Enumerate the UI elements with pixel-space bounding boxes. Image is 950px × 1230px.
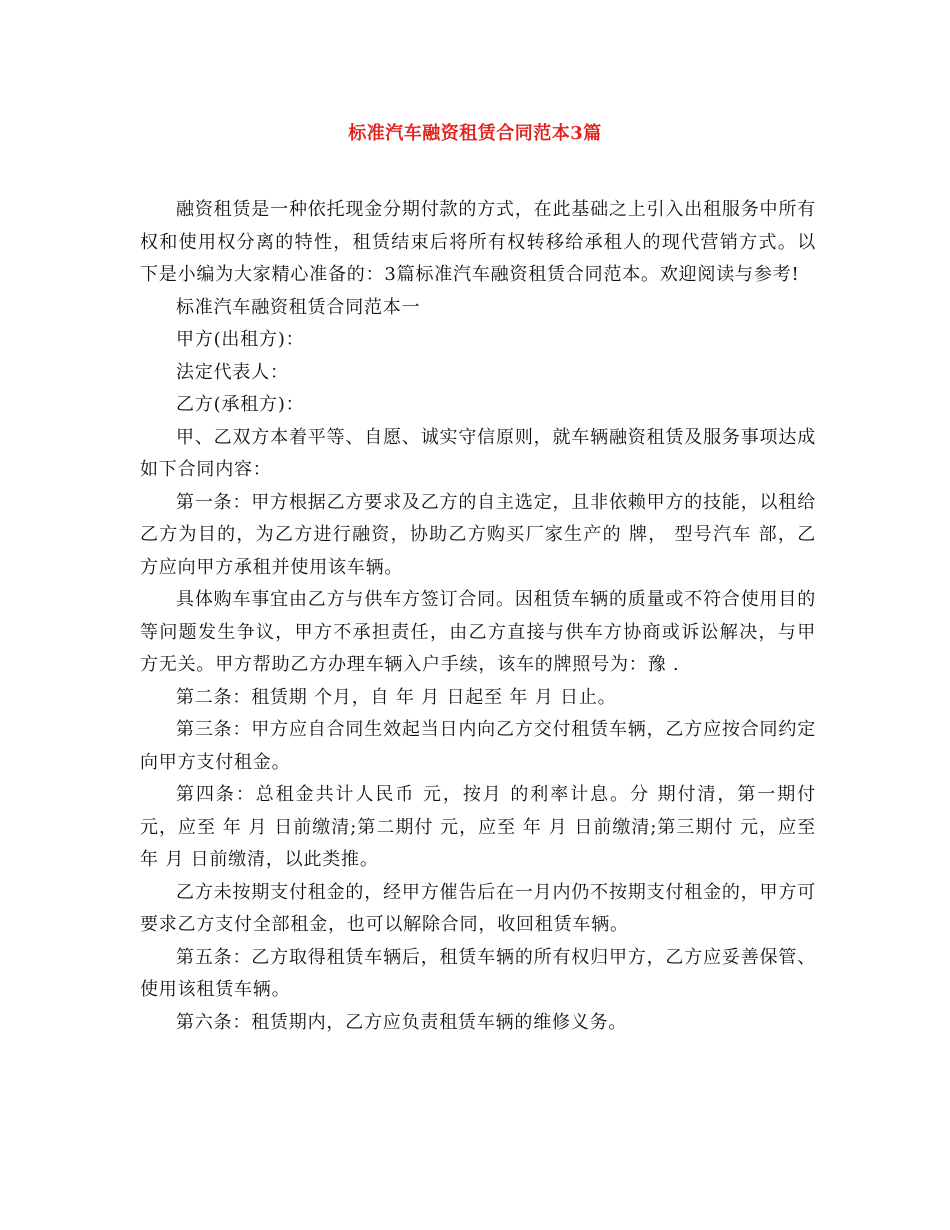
document-title: 标准汽车融资租赁合同范本3篇 bbox=[348, 123, 602, 144]
legal-representative-line: 法定代表人： bbox=[176, 361, 289, 383]
article-2-paragraph: 第二条：租赁期 个月，自 年 月 日起至 年 月 日止。 bbox=[176, 686, 617, 708]
intro-paragraph: 融资租赁是一种依托现金分期付款的方式，在此基础之上引入出租服务中所有权和使用权分离的特性，租赁结束后将所有权转移给承租人的现代营销方式。以下是小编为大家精心准备的：3篇标准汽车融资租赁合同范本。欢迎阅读与参考! bbox=[140, 199, 816, 285]
party-b-line: 乙方(承租方)： bbox=[176, 394, 305, 415]
preamble-paragraph: 甲、乙双方本着平等、自愿、诚实守信原则，就车辆融资租赁及服务事项达成如下合同内容： bbox=[140, 426, 816, 480]
article-5-paragraph: 第五条：乙方取得租赁车辆后，租赁车辆的所有权归甲方，乙方应妥善保管、使用该租赁车辆。 bbox=[140, 946, 816, 1000]
document-body bbox=[140, 194, 816, 1039]
party-a-line: 甲方(出租方)： bbox=[176, 329, 305, 350]
late-payment-paragraph: 乙方未按期支付租金的，经甲方催告后在一月内仍不按期支付租金的，甲方可要求乙方支付全部租金，也可以解除合同，收回租赁车辆。 bbox=[140, 881, 816, 935]
purchase-details-paragraph: 具体购车事宜由乙方与供车方签订合同。因租赁车辆的质量或不符合使用目的等问题发生争议，甲方不承担责任，由乙方直接与供车方协商或诉讼解决，与甲方无关。甲方帮助乙方办理车辆入户手续，该车的牌照号为：豫 . bbox=[140, 589, 816, 675]
article-3-paragraph: 第三条：甲方应自合同生效起当日内向乙方交付租赁车辆，乙方应按合同约定向甲方支付租金。 bbox=[140, 719, 816, 773]
article-6-paragraph: 第六条：租赁期内，乙方应负责租赁车辆的维修义务。 bbox=[176, 1011, 628, 1033]
section-heading: 标准汽车融资租赁合同范本一 bbox=[176, 296, 421, 318]
article-1-paragraph: 第一条：甲方根据乙方要求及乙方的自主选定，且非依赖甲方的技能，以租给乙方为目的，为乙方进行融资，协助乙方购买厂家生产的 牌， 型号汽车 部，乙方应向甲方承租并使用该车辆。 bbox=[140, 491, 816, 578]
article-4-paragraph: 第四条：总租金共计人民币 元，按月 的利率计息。分 期付清，第一期付 元，应至 年 月 日前缴清;第二期付 元，应至 年 月 日前缴清;第三期付 元，应至年 月 日前缴清，以此类推。 bbox=[140, 784, 816, 870]
